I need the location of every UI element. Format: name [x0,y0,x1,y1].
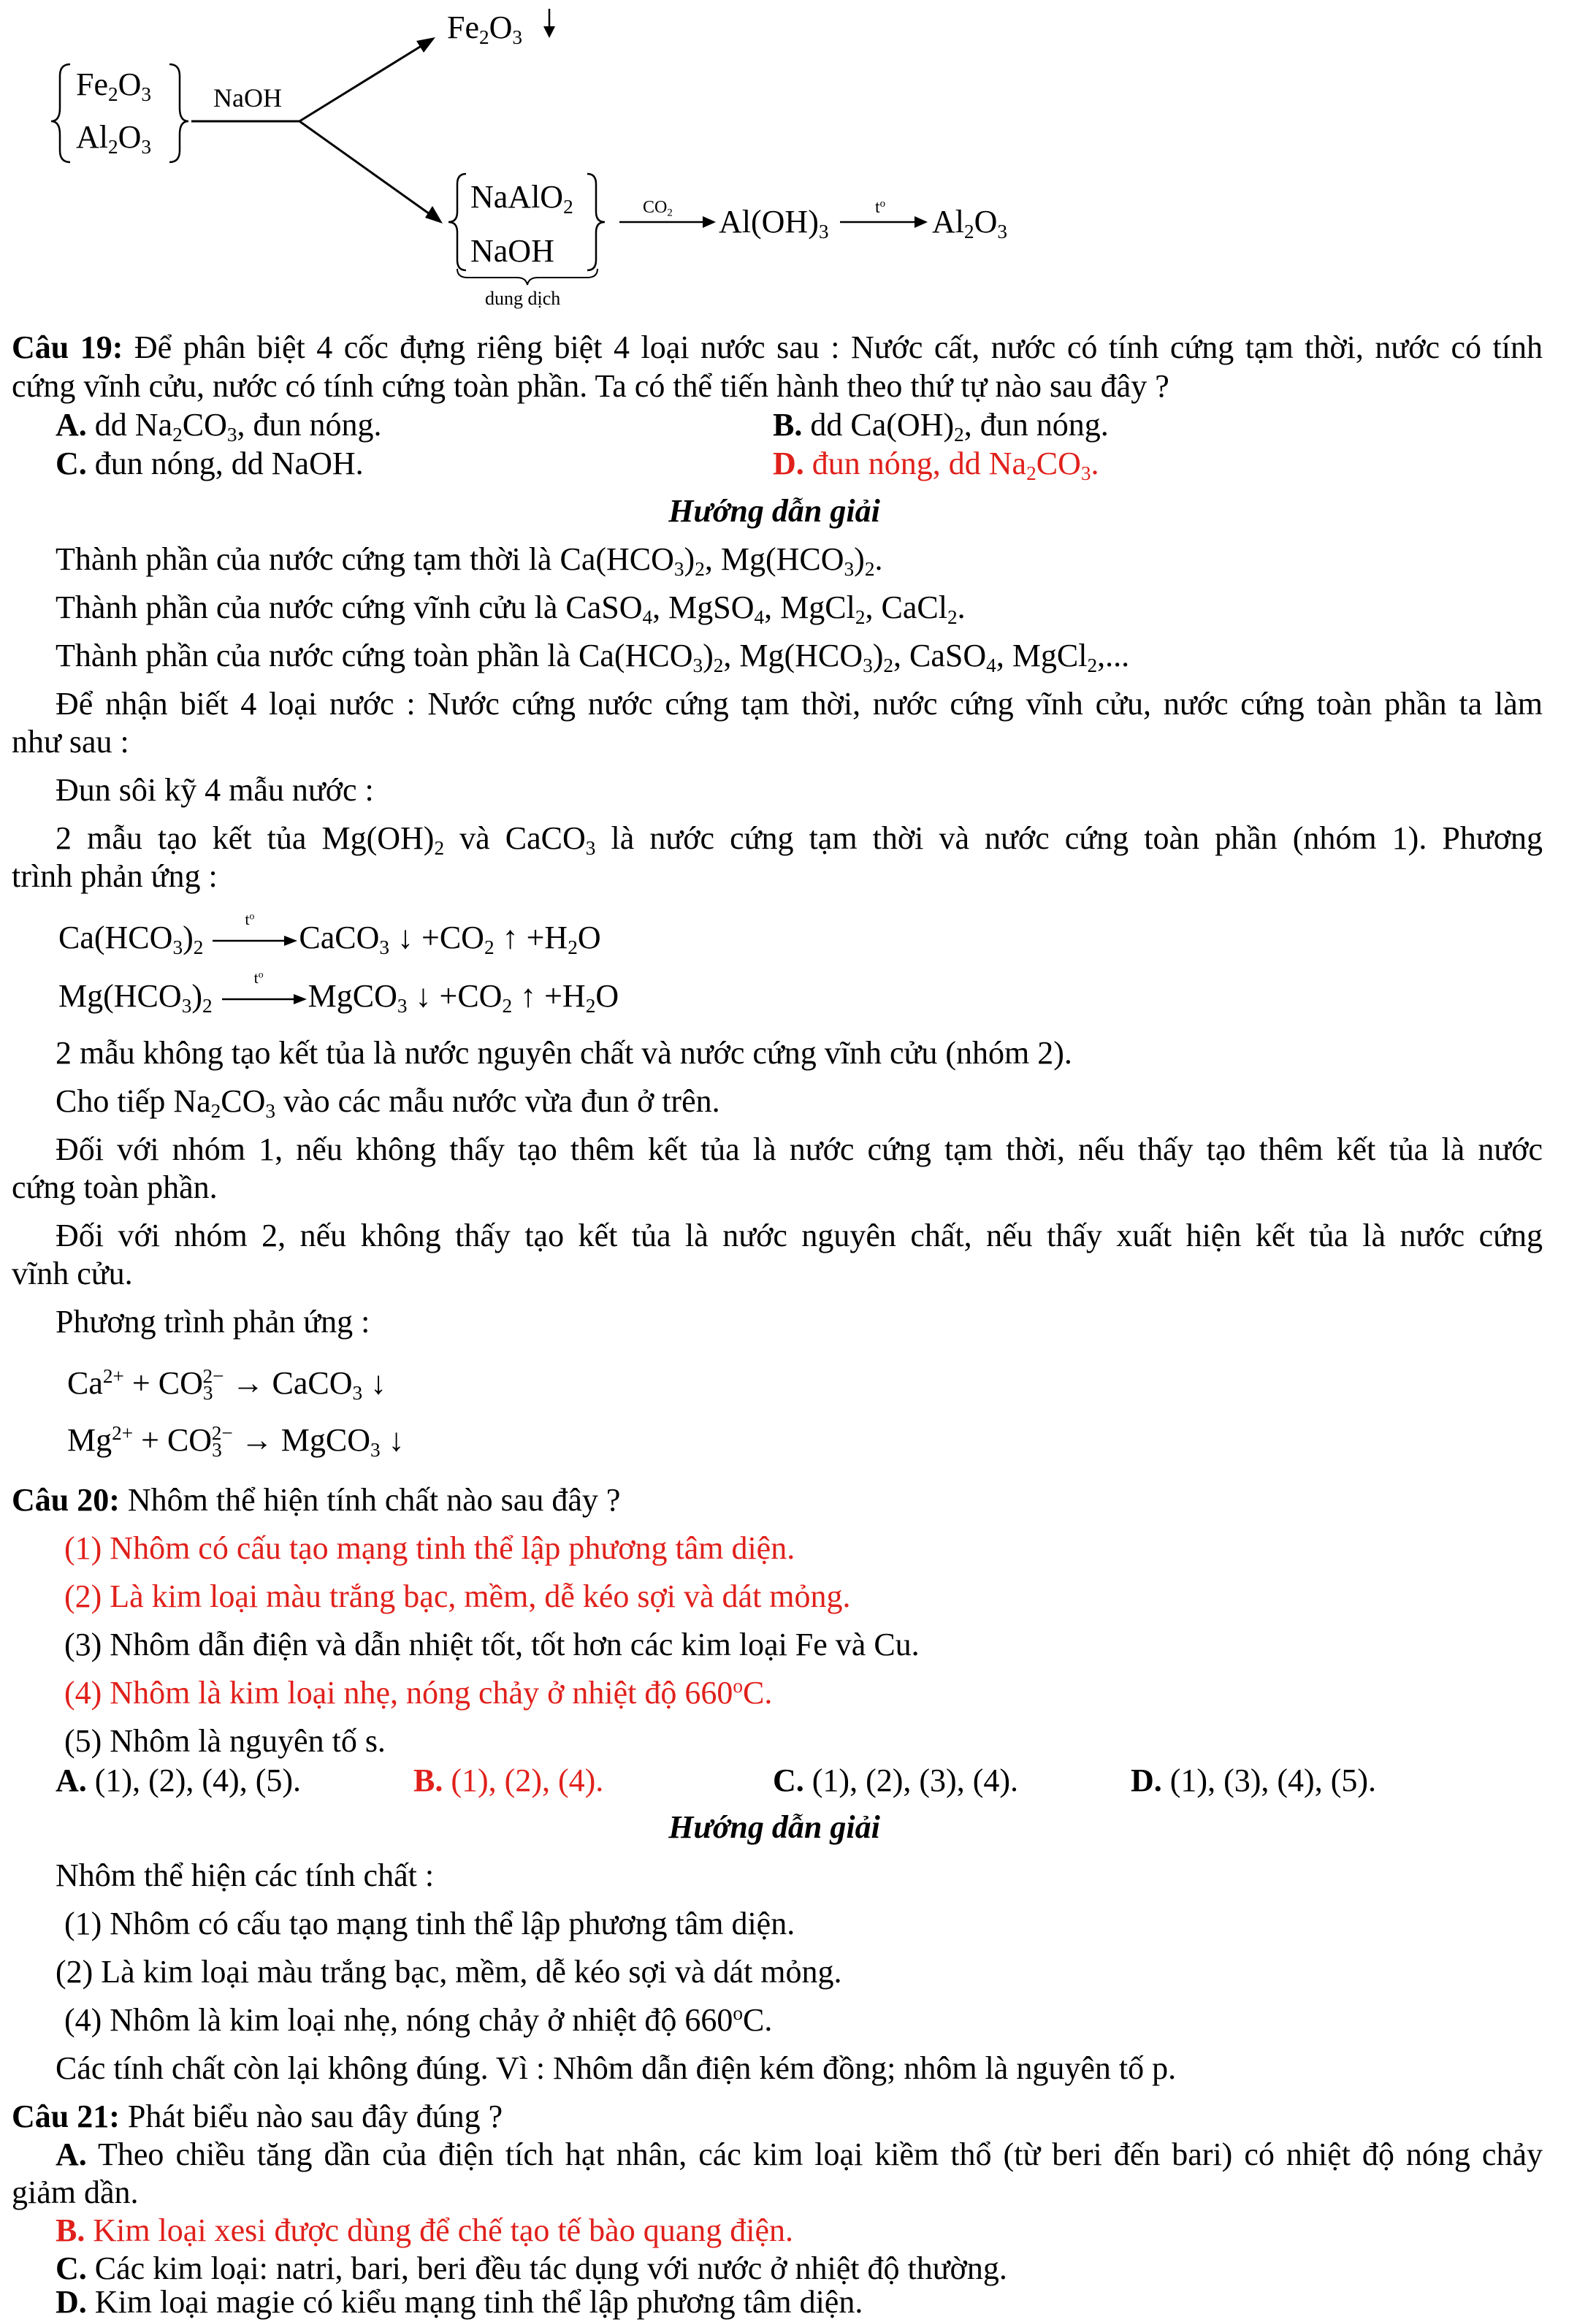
q20-guide-4: (4) Nhôm là kim loại nhẹ, nóng chảy ở nhiệt độ 660$^o$C. [64,2002,773,2038]
sol-naalo2: NaAlO$_2$ [470,179,573,218]
q20-option-b: B. (1), (2), (4). [413,1762,604,1798]
q19-line-9b: cứng toàn phần. [12,1169,218,1205]
q21-stem: Câu 21: Phát biểu nào sau đây đúng ? [12,2098,503,2134]
q19-reaction-3: $Ca^{2+} + CO_3^{2-}$ → CaCO$_3$ ↓ [67,1365,387,1405]
q20-stem: Câu 20: Nhôm thể hiện tính chất nào sau đây ? [12,1482,621,1518]
q20-guide-2: (1) Nhôm có cấu tạo mạng tinh thể lập phương tâm diện. [64,1906,795,1941]
q19-reaction-2: $Mg(HCO_3)_2$ $t^o$ MgCO$_3$ ↓ $+CO_2$ ↑ $+H_2O$ [58,968,619,1017]
q20-statement-3: (3) Nhôm dẫn điện và dẫn nhiệt tốt, tốt hơn các kim loại Fe và Cu. [64,1627,920,1662]
sol-right-brace [587,174,605,270]
q20-option-a: A. (1), (2), (4), (5). [56,1762,301,1798]
q19-line-4a: Để nhận biết 4 loại nước : Nước cứng nước cứng tạm thời, nước cứng vĩnh cửu, nước cứng toàn phần ta làm [56,686,1543,722]
sol-underbrace [457,269,597,285]
q19-line-10a: Đối với nhóm 2, nếu không thấy tạo kết tủa là nước nguyên chất, nếu thấy xuất hiện kết tủa là nước cứng [56,1218,1543,1253]
q21-option-a-2: giảm dần. [12,2174,139,2210]
heat-label: $t^o$ [875,197,886,217]
final-al2o3: $Al_2O_3$ [932,204,1008,243]
q20-option-c: C. (1), (2), (3), (4). [773,1762,1018,1798]
q19-stem-2: cứng vĩnh cửu, nước có tính cứng toàn phần. Ta có thể tiến hành theo thứ tự nào sau đây ? [12,368,1169,404]
q19-option-c: C. đun nóng, dd NaOH. [56,446,364,481]
mix-al2o3: $Al_2O_3$ [76,119,152,159]
q19-line-10b: vĩnh cửu. [12,1256,133,1291]
sol-caption: dung dịch [485,288,561,309]
q20-guide-5: Các tính chất còn lại không đúng. Vì : Nhôm dẫn điện kém đồng; nhôm là nguyên tố p. [56,2050,1177,2086]
co2-label: $CO_2$ [643,198,673,219]
q19-line-7: 2 mẫu không tạo kết tủa là nước nguyên chất và nước cứng vĩnh cửu (nhóm 2). [56,1035,1072,1071]
q20-statement-1: (1) Nhôm có cấu tạo mạng tinh thể lập phương tâm diện. [64,1530,795,1566]
mix-left-brace [51,64,70,162]
intermediate-aloh3: $Al(OH)_3$ [719,204,829,243]
reagent-naoh: NaOH [213,83,282,112]
diagram-lines [0,0,1596,307]
q19-line-8: Cho tiếp $Na_2CO_3$ vào các mẫu nước vừa đun ở trên. [56,1083,720,1123]
q19-line-4b: như sau : [12,724,129,760]
q20-statement-4: (4) Nhôm là kim loại nhẹ, nóng chảy ở nhiệt độ 660$^o$C. [64,1675,773,1711]
q20-statement-2: (2) Là kim loại màu trắng bạc, mềm, dễ kéo sợi và dát mỏng. [64,1578,851,1614]
sol-naoh: NaOH [470,233,554,269]
q21-option-a-1: A. Theo chiều tăng dần của điện tích hạt nhân, các kim loại kiềm thổ (từ beri đến bari) có nhiệt độ nóng chảy [56,2136,1543,2172]
q21-option-b: B. Kim loại xesi được dùng để chế tạo tế bào quang điện. [56,2212,793,2248]
q19-option-b: B. dd $Ca(OH)_2$, đun nóng. [773,407,1109,446]
q19-line-6b: trình phản ứng : [12,858,218,894]
q19-guide-title: Hướng dẫn giải [668,493,880,529]
mix-right-brace [169,64,188,162]
q19-line-6a: 2 mẫu tạo kết tủa $Mg(OH)_2$ và CaCO$_3$ là nước cứng tạm thời và nước cứng toàn phần (nhóm 1). Phương [56,820,1543,860]
q19-stem-1: Câu 19: Để phân biệt 4 cốc đựng riêng biệt 4 loại nước sau : Nước cất, nước có tính cứng tạm thời, nước có tính [12,329,1543,365]
q20-guide-3: (2) Là kim loại màu trắng bạc, mềm, dễ kéo sợi và dát mỏng. [56,1954,842,1990]
q21-option-c: C. Các kim loại: natri, bari, beri đều tác dụng với nước ở nhiệt độ thường. [56,2250,1007,2286]
q19-option-a: A. dd $Na_2CO_3$, đun nóng. [56,407,382,446]
q21-option-d: D. Kim loại magie có kiểu mạng tinh thể lập phương tâm diện. [56,2284,863,2320]
q20-guide-title: Hướng dẫn giải [668,1809,880,1845]
q19-reaction-1: $Ca(HCO_3)_2$ $t^o$ CaCO$_3$ ↓ $+CO_2$ ↑ $+H_2O$ [58,909,601,959]
q19-option-d: D. đun nóng, dd $Na_2CO_3$. [773,446,1099,485]
q20-guide-1: Nhôm thể hiện các tính chất : [56,1857,435,1893]
q19-reaction-4: $Mg^{2+} + CO_3^{2-}$ → MgCO$_3$ ↓ [67,1422,405,1462]
q20-option-d: D. (1), (3), (4), (5). [1131,1762,1376,1798]
q19-line-3: Thành phần của nước cứng toàn phần là $Ca(HCO_3)_2$, $Mg(HCO_3)_2$, CaSO$_4$, MgCl$_2$,... [56,638,1130,677]
q19-line-2: Thành phần của nước cứng vĩnh cửu là CaSO$_4$, MgSO$_4$, MgCl$_2$, CaCl$_2$. [56,589,966,629]
q19-line-9a: Đối với nhóm 1, nếu không thấy tạo thêm kết tủa là nước cứng tạm thời, nếu thấy tạo thêm kết tủa là nước [56,1131,1543,1167]
mix-fe2o3: $Fe_2O_3$ [76,66,152,106]
q19-line-1: Thành phần của nước cứng tạm thời là $Ca(HCO_3)_2$, $Mg(HCO_3)_2$. [56,541,883,581]
q19-line-11: Phương trình phản ứng : [56,1304,370,1340]
q19-line-5: Đun sôi kỹ 4 mẫu nước : [56,772,374,808]
top-product: $Fe_2O_3$ [447,9,523,49]
q20-statement-5: (5) Nhôm là nguyên tố s. [64,1723,386,1759]
sol-left-brace [448,174,466,270]
